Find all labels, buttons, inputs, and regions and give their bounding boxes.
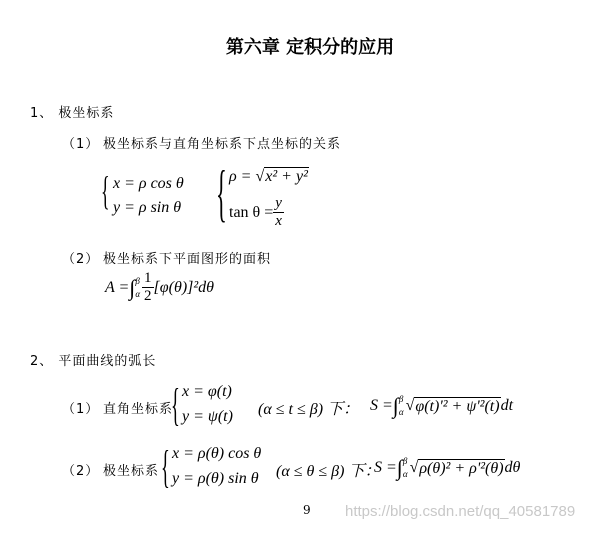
sys-b-tan: tan θ = $\frac{y}{x}$ xyxy=(229,195,282,229)
item-2-2-text: 极坐标系 xyxy=(103,464,160,479)
condition-2: (α ≤ θ ≤ β) 下： xyxy=(276,463,381,480)
item-1-2-text: 极坐标系下平面图形的面积 xyxy=(103,252,272,267)
sys-a-line-1: x = ρ cos θ xyxy=(113,175,184,192)
section-1-heading: 1、 极坐标系 xyxy=(30,106,115,121)
item-1-2-number: （2） xyxy=(62,252,100,267)
item-2-2-number: （2） xyxy=(62,464,100,479)
sys-c-line-1: x = φ(t) xyxy=(182,383,232,400)
condition-1: (α ≤ t ≤ β) 下： xyxy=(258,401,360,418)
sys-c-line-2: y = ψ(t) xyxy=(182,408,233,425)
section-2-heading: 2、 平面曲线的弧长 xyxy=(30,354,157,369)
brace-c: { xyxy=(171,379,180,430)
brace-a: { xyxy=(101,168,110,213)
sys-b-rho: ρ = √x² + y² xyxy=(229,168,308,185)
item-2-1-text: 直角坐标系 xyxy=(103,402,174,417)
brace-d: { xyxy=(161,441,170,492)
sys-a-line-2: y = ρ sin θ xyxy=(113,199,182,216)
watermark: https://blog.csdn.net/qq_40581789 xyxy=(345,503,576,520)
item-1-1-text: 极坐标系与直角坐标系下点坐标的关系 xyxy=(103,137,342,152)
item-1-1-number: （1） xyxy=(62,137,100,152)
arc-length-formula-2: S = ∫ β α √ ρ(θ)² + ρ'²(θ) dθ xyxy=(374,455,521,480)
area-formula: A = ∫ β α $\frac{1}{2}$ [φ(θ)]²dθ xyxy=(105,270,215,304)
sys-d-line-1: x = ρ(θ) cos θ xyxy=(172,445,262,462)
chapter-title: 第六章 定积分的应用 xyxy=(225,37,395,58)
item-2-1-number: （1） xyxy=(62,402,100,417)
brace-b: { xyxy=(216,157,227,228)
page-number: 9 xyxy=(303,503,311,517)
sys-d-line-2: y = ρ(θ) sin θ xyxy=(172,470,259,487)
arc-length-formula-1: S = ∫ β α √ φ(t)'² + ψ'²(t) dt xyxy=(370,393,514,418)
